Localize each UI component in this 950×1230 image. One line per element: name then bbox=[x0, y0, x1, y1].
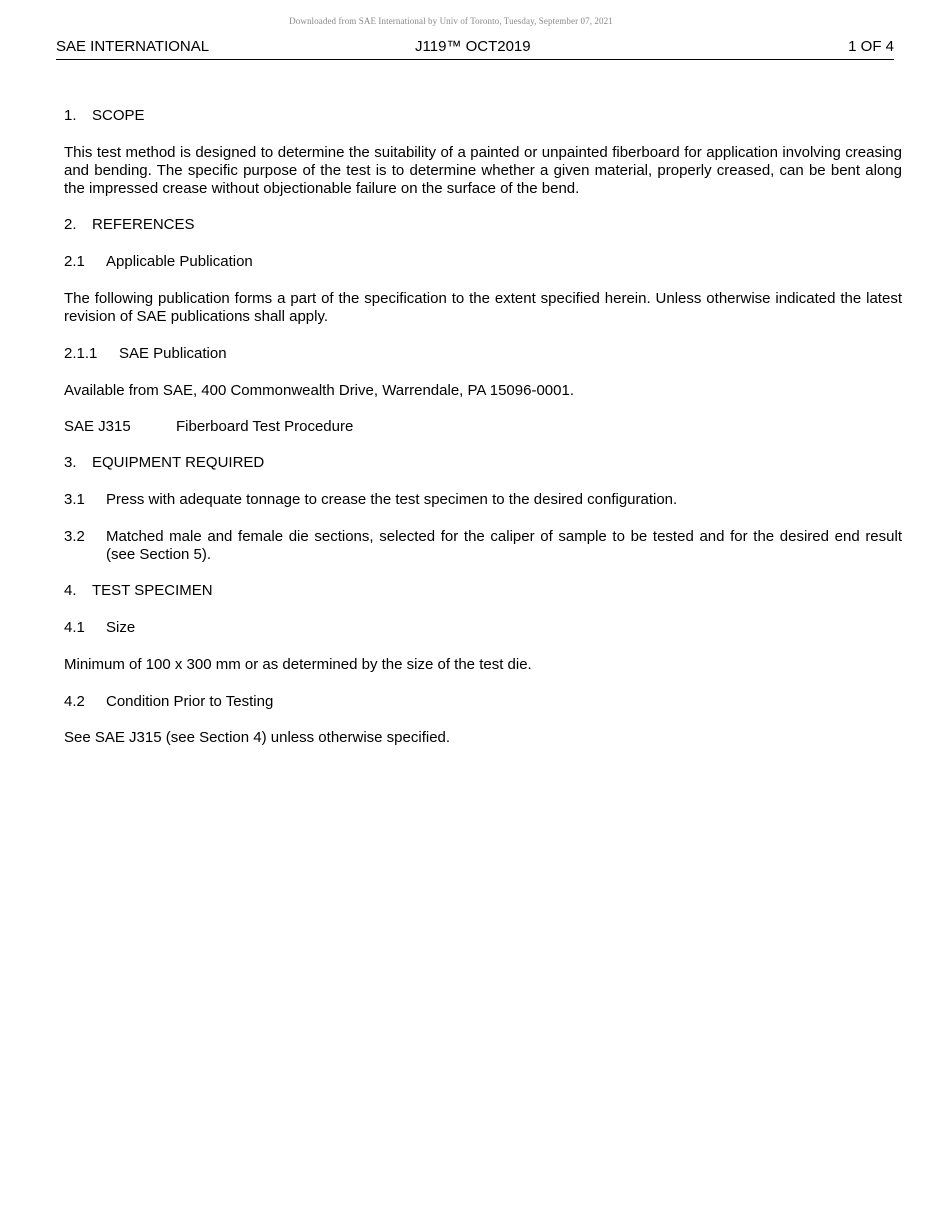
section-number: 3. bbox=[64, 454, 77, 471]
section-4-heading bbox=[64, 582, 902, 600]
section-4-2-heading bbox=[64, 693, 902, 711]
reference-title: Fiberboard Test Procedure bbox=[176, 418, 354, 435]
section-title: Size bbox=[106, 619, 136, 636]
section-number: 2.1 bbox=[64, 253, 85, 270]
section-3-2-item bbox=[64, 528, 902, 564]
sae-address-paragraph: Available from SAE, 400 Commonwealth Drive, Warrendale, PA 15096-0001. bbox=[64, 382, 574, 399]
section-number: 4.1 bbox=[64, 619, 85, 636]
section-title: Applicable Publication bbox=[106, 253, 253, 270]
section-2-1-heading bbox=[64, 253, 902, 271]
section-title: EQUIPMENT REQUIRED bbox=[92, 454, 265, 471]
page-header bbox=[56, 38, 894, 60]
reference-code: SAE J315 bbox=[64, 418, 131, 435]
size-paragraph: Minimum of 100 x 300 mm or as determined by the size of the test die. bbox=[64, 656, 532, 673]
section-number: 3.1 bbox=[64, 491, 85, 508]
section-1-heading bbox=[64, 107, 902, 125]
header-organization: SAE INTERNATIONAL bbox=[56, 38, 210, 55]
section-number: 1. bbox=[64, 107, 77, 124]
section-title: REFERENCES bbox=[92, 216, 195, 233]
section-number: 4. bbox=[64, 582, 77, 599]
section-number: 2. bbox=[64, 216, 77, 233]
applicable-publication-paragraph: The following publication forms a part of the specification to the extent specified herein. Unless otherwise indicated the latest revision of SAE publications shall apply. bbox=[64, 290, 902, 325]
header-document-id: J119™ OCT2019 bbox=[415, 38, 531, 55]
section-title: Condition Prior to Testing bbox=[106, 693, 274, 710]
reference-entry bbox=[64, 418, 902, 436]
header-page-number: 1 OF 4 bbox=[848, 38, 894, 55]
section-title: SAE Publication bbox=[119, 345, 227, 362]
condition-paragraph: See SAE J315 (see Section 4) unless otherwise specified. bbox=[64, 729, 451, 746]
section-2-1-1-heading bbox=[64, 345, 902, 363]
item-text: Press with adequate tonnage to crease the test specimen to the desired configuration. bbox=[106, 491, 678, 508]
item-text: Matched male and female die sections, selected for the caliper of sample to be tested and for the desired end result (see Section 5). bbox=[106, 528, 902, 563]
section-2-heading bbox=[64, 216, 902, 234]
download-watermark: Downloaded from SAE International by Univ of Toronto, Tuesday, September 07, 2021 bbox=[289, 16, 613, 26]
section-number: 2.1.1 bbox=[64, 345, 98, 362]
section-3-heading bbox=[64, 454, 902, 472]
section-number: 3.2 bbox=[64, 528, 85, 545]
scope-paragraph: This test method is designed to determine the suitability of a painted or unpainted fiberboard for application involving creasing and bending. The specific purpose of the test is to determine whether a given material, properly creased, can be bent along the impressed crease without objectionable failure on the surface of the bend. bbox=[64, 144, 902, 197]
section-3-1-item bbox=[64, 491, 902, 509]
document-body bbox=[64, 107, 902, 747]
section-title: TEST SPECIMEN bbox=[92, 582, 213, 599]
section-title: SCOPE bbox=[92, 107, 145, 124]
section-number: 4.2 bbox=[64, 693, 85, 710]
section-4-1-heading bbox=[64, 619, 902, 637]
